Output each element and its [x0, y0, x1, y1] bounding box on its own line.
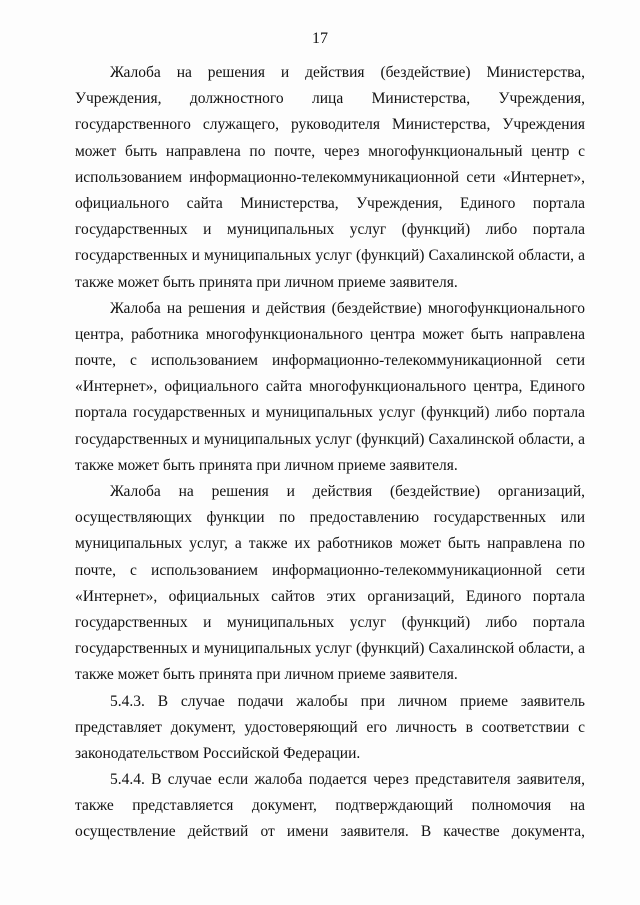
paragraph-line: официального сайта Министерства, Учреждения, Единого портала	[75, 194, 585, 212]
paragraph-complaint-mfc	[75, 296, 585, 479]
paragraph-line: государственного служащего, руководителя Министерства, Учреждения	[75, 116, 585, 134]
paragraph-line: центра, работника многофункционального центра может быть направлена	[75, 325, 585, 343]
paragraph-line: портала государственных и муниципальных услуг (функций) либо портала	[75, 404, 585, 422]
paragraph-line: государственных и муниципальных услуг (функций) либо портала	[75, 221, 585, 239]
paragraph-line: представляет документ, удостоверяющий его личность в соответствии с	[75, 718, 585, 736]
paragraph-line: использованием информационно-телекоммуникационной сети «Интернет»,	[75, 168, 585, 186]
paragraph-line: также может быть принята при личном приеме заявителя.	[75, 273, 458, 291]
paragraph-line: муниципальных услуг, а также их работников может быть направлена по	[75, 535, 585, 553]
paragraph-line: также может быть принята при личном приеме заявителя.	[75, 666, 458, 684]
paragraph-5-4-4	[75, 767, 585, 846]
document-body	[75, 60, 585, 846]
paragraph-complaint-organizations	[75, 479, 585, 689]
paragraph-line: также может быть принята при личном приеме заявителя.	[75, 456, 458, 474]
paragraph-line: государственных и муниципальных услуг (функций) либо портала	[75, 613, 585, 631]
paragraph-line: почте, с использованием информационно-телекоммуникационной сети	[75, 352, 585, 370]
paragraph-line: может быть направлена по почте, через многофункциональный центр с	[75, 142, 585, 160]
paragraph-line: законодательством Российской Федерации.	[75, 744, 361, 762]
paragraph-line: государственных и муниципальных услуг (функций) Сахалинской области, а	[75, 247, 585, 265]
paragraph-line: осуществление действий от имени заявителя. В качестве документа,	[75, 823, 585, 841]
paragraph-line: почте, с использованием информационно-телекоммуникационной сети	[75, 561, 585, 579]
paragraph-line: Жалоба на решения и действия (бездействие) многофункционального	[110, 299, 585, 317]
paragraph-line: «Интернет», официальных сайтов этих организаций, Единого портала	[75, 587, 585, 605]
paragraph-line: осуществляющих функции по предоставлению государственных или	[75, 509, 585, 527]
paragraph-line: Жалоба на решения и действия (бездействие) Министерства,	[110, 64, 585, 81]
page-number: 17	[312, 30, 328, 47]
paragraph-line: государственных и муниципальных услуг (функций) Сахалинской области, а	[75, 640, 585, 658]
paragraph-line: государственных и муниципальных услуг (функций) Сахалинской области, а	[75, 430, 585, 448]
paragraph-line: 5.4.4. В случае если жалоба подается через представителя заявителя,	[110, 771, 585, 789]
paragraph-line: 5.4.3. В случае подачи жалобы при личном приеме заявитель	[110, 692, 585, 710]
paragraph-line: также представляется документ, подтверждающий полномочия на	[75, 797, 585, 815]
paragraph-line: Учреждения, должностного лица Министерства, Учреждения,	[75, 90, 585, 108]
paragraph-complaint-ministry	[75, 60, 585, 296]
paragraph-5-4-3	[75, 689, 585, 768]
paragraph-line: «Интернет», официального сайта многофункционального центра, Единого	[75, 378, 585, 396]
paragraph-line: Жалоба на решения и действия (бездействие) организаций,	[110, 483, 585, 500]
